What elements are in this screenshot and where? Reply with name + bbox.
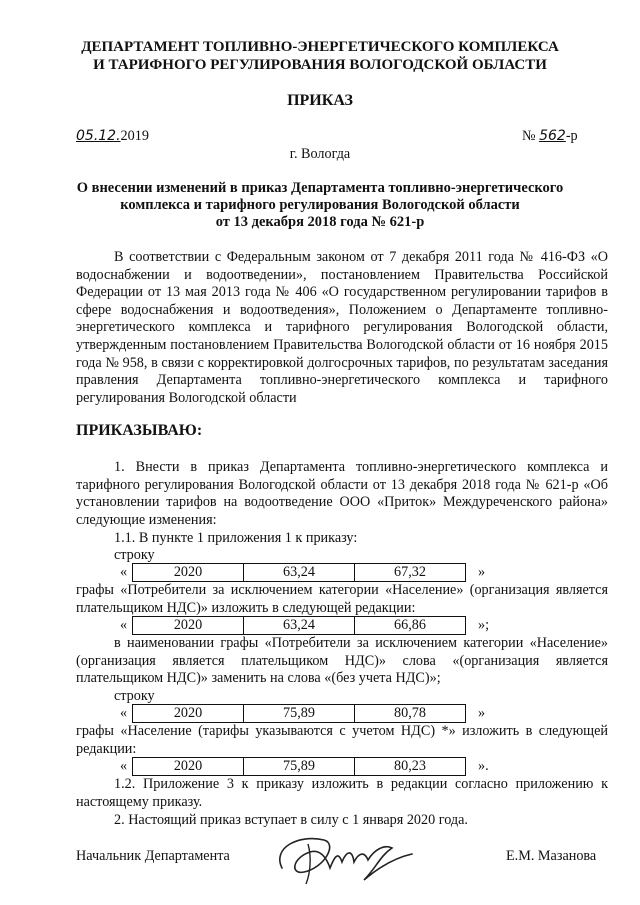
department-header-line1: ДЕПАРТАМЕНТ ТОПЛИВНО-ЭНЕРГЕТИЧЕСКОГО КОМПЛЕКСА <box>81 39 559 55</box>
cell-value-1: 63,24 <box>244 564 355 582</box>
tariff-row-table-2 <box>132 616 466 635</box>
subject-line3: от 13 декабря 2018 года № 621-р <box>215 214 425 230</box>
signatory-name: Е.М. Мазанова <box>506 848 597 864</box>
subject-line2: комплекса и тарифного регулирования Вологодской области <box>120 197 520 213</box>
order-date <box>76 128 149 145</box>
quote-open-4: « <box>120 758 128 774</box>
document-title: ПРИКАЗ <box>287 92 353 109</box>
department-header-line2: И ТАРИФНОГО РЕГУЛИРОВАНИЯ ВОЛОГОДСКОЙ ОБЛАСТИ <box>93 57 547 73</box>
quote-open-2: « <box>120 617 128 633</box>
item-1: 1. Внести в приказ Департамента топливно-энергетического комплекса и тарифного регулирования Вологодской области от 13 декабря 2018 года № 621-р «Об установлении тарифов на водоотведение ООО «Приток» Междуреченского района» следующие изменения: <box>76 459 608 528</box>
cell-year: 2020 <box>133 564 244 582</box>
item-1-2: 1.2. Приложение 3 к приказу изложить в редакции согласно приложению к настоящему приказу. <box>76 776 608 810</box>
cell-value-1: 75,89 <box>244 758 355 776</box>
quote-close-3: » <box>478 705 486 721</box>
preamble-paragraph: В соответствии с Федеральным законом от 7 декабря 2011 года № 416-ФЗ «О водоснабжении и водоотведении», постановлением Правительства Российской Федерации от 13 мая 2013 года № 406 «О государственном регулировании тарифов в сфере водоснабжения и водоотведения», Положением о Департаменте топливно-энергетического комплекса и тарифного регулирования Вологодской области, утвержденным постановлением Правительства Вологодской области от 16 ноября 2015 года № 958, в связи с корректировкой долгосрочных тарифов, по результатам заседания правления Департамента топливно-энергетического комплекса и тарифного регулирования Вологодской области <box>76 249 608 406</box>
cell-value-2: 66,86 <box>355 617 466 635</box>
number-suffix: -р <box>565 128 578 144</box>
cell-year: 2020 <box>133 617 244 635</box>
date-year: 2019 <box>120 128 149 144</box>
quote-close-2: »; <box>478 617 490 633</box>
date-handwritten: 05.12. <box>76 128 121 144</box>
signatory-position: Начальник Департамента <box>76 848 230 864</box>
word-row-1: строку <box>114 547 155 563</box>
quote-open-3: « <box>120 705 128 721</box>
subject-line1: О внесении изменений в приказ Департамента топливно-энергетического <box>76 180 564 196</box>
item-2: 2. Настоящий приказ вступает в силу с 1 января 2020 года. <box>114 812 468 828</box>
tariff-row-table-3 <box>132 704 466 723</box>
order-word: ПРИКАЗЫВАЮ: <box>76 422 203 439</box>
cell-value-1: 75,89 <box>244 705 355 723</box>
text-graph-1: графы «Потребители за исключением категории «Население» (организация является плательщиком НДС)» изложить в следующей редакции: <box>76 582 608 616</box>
signature-image <box>268 828 418 888</box>
order-number <box>522 128 578 145</box>
tariff-row-table-1 <box>132 563 466 582</box>
cell-value-1: 63,24 <box>244 617 355 635</box>
number-handwritten: 562 <box>539 128 566 144</box>
cell-value-2: 67,32 <box>355 564 466 582</box>
text-rename: в наименовании графы «Потребители за исключением категории «Население» (организация является плательщиком НДС)» слова «(организация является плательщиком НДС)» заменить на слова «(без учета НДС)»; <box>76 635 608 687</box>
word-row-2: строку <box>114 688 155 704</box>
quote-open-1: « <box>120 564 128 580</box>
cell-value-2: 80,78 <box>355 705 466 723</box>
city: г. Вологда <box>289 146 351 162</box>
item-1-1: 1.1. В пункте 1 приложения 1 к приказу: <box>114 530 358 546</box>
quote-close-1: » <box>478 564 486 580</box>
tariff-row-table-4 <box>132 757 466 776</box>
text-graph-2: графы «Население (тарифы указываются с учетом НДС) *» изложить в следующей редакции: <box>76 723 608 757</box>
quote-close-4: ». <box>478 758 489 774</box>
cell-value-2: 80,23 <box>355 758 466 776</box>
number-prefix: № <box>522 128 536 144</box>
cell-year: 2020 <box>133 758 244 776</box>
cell-year: 2020 <box>133 705 244 723</box>
